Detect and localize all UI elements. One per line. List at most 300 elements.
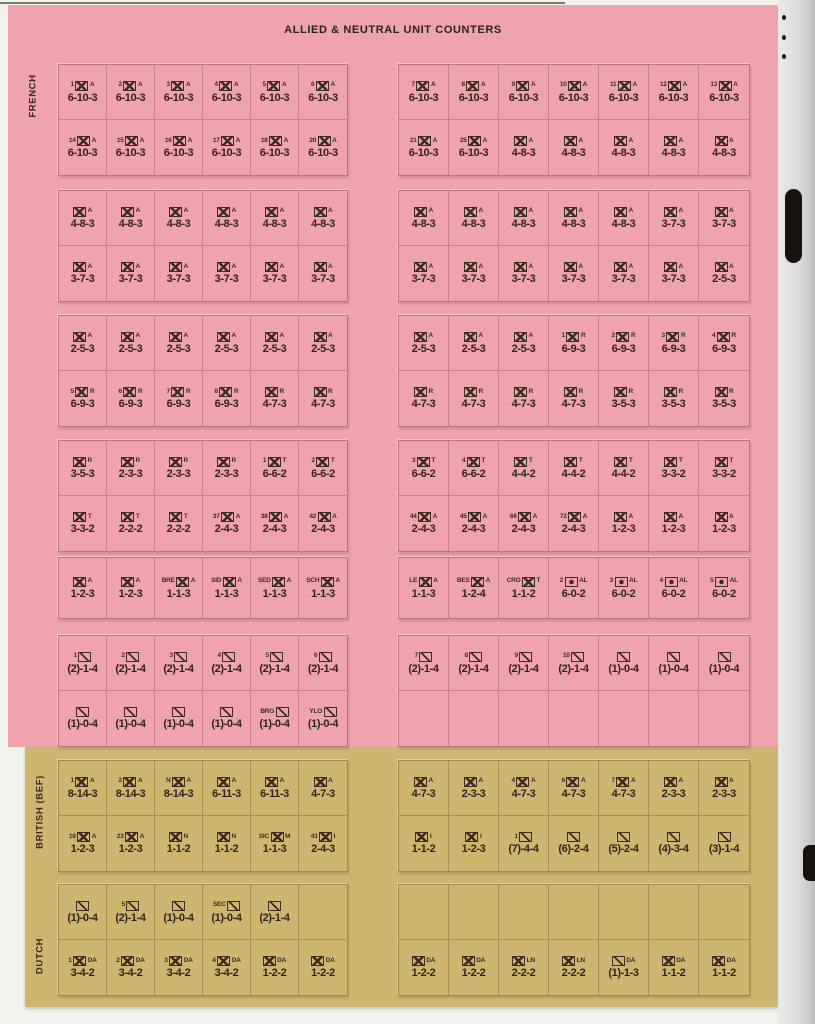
scan-speck — [782, 15, 786, 20]
counter-top-line — [314, 652, 332, 662]
unit-size-code: AL — [679, 577, 688, 585]
infantry-symbol-icon — [272, 577, 285, 587]
unit-id: 2 — [121, 652, 125, 660]
counter-top-line — [564, 262, 583, 272]
infantry-symbol-icon — [614, 207, 627, 217]
counter-block — [398, 557, 750, 619]
unit-size-code: A — [135, 207, 140, 215]
unit-id: 8 — [214, 387, 218, 395]
fortress-symbol-icon — [617, 652, 630, 662]
counter-top-line — [73, 207, 92, 217]
combat-values: 4-4-2 — [561, 467, 586, 480]
combat-values: 6-10-3 — [408, 91, 439, 104]
scan-top-edge-line — [0, 2, 565, 4]
counter-top-line — [119, 777, 143, 787]
combat-values: 1-1-3 — [262, 843, 287, 855]
infantry-symbol-icon — [568, 512, 581, 522]
unit-size-code: A — [183, 207, 188, 215]
counter-row — [399, 761, 749, 816]
french-band-1 — [58, 64, 750, 176]
unit-size-code: A — [231, 262, 236, 270]
fortress-symbol-icon — [126, 901, 139, 911]
unit-id: 7 — [411, 81, 415, 89]
combat-values: (1)-0-4 — [163, 718, 194, 730]
blank-counter — [449, 691, 499, 746]
fortress-symbol-icon — [76, 901, 89, 911]
counter-top-line — [662, 332, 686, 342]
infantry-symbol-icon — [715, 387, 728, 397]
counter-top-line — [121, 262, 140, 272]
infantry-symbol-icon — [121, 332, 134, 342]
counter-top-line — [215, 387, 239, 397]
unit-counter — [299, 496, 347, 551]
unit-counter — [449, 496, 499, 551]
blank-counter — [599, 885, 649, 940]
unit-counter — [549, 558, 599, 618]
counter-top-line — [172, 707, 185, 717]
unit-size-code: A — [528, 136, 533, 144]
infantry-symbol-icon — [514, 387, 527, 397]
unit-size-code: A — [578, 262, 583, 270]
unit-counter — [399, 940, 449, 995]
combat-values: 2-3-3 — [166, 467, 191, 480]
combat-values: 6-10-3 — [658, 91, 689, 104]
infantry-symbol-icon — [217, 956, 230, 966]
infantry-symbol-icon — [217, 332, 230, 342]
combat-values: 2-5-3 — [511, 342, 536, 355]
blank-counter — [549, 691, 599, 746]
unit-counter — [107, 885, 155, 940]
unit-counter — [203, 558, 251, 618]
unit-size-code: R — [528, 387, 533, 395]
infantry-symbol-icon — [121, 577, 134, 587]
infantry-symbol-icon — [176, 577, 189, 587]
unit-id: 2 — [559, 577, 564, 585]
combat-values: 2-3-3 — [214, 467, 239, 480]
combat-values: 4-8-3 — [561, 217, 586, 230]
combat-values: 2-5-3 — [70, 342, 95, 355]
infantry-symbol-icon — [666, 332, 679, 342]
infantry-symbol-icon — [712, 956, 725, 966]
unit-counter — [399, 496, 449, 551]
counter-top-line — [121, 207, 140, 217]
combat-values: 6-6-2 — [262, 467, 287, 480]
combat-values: 1-1-2 — [166, 843, 191, 855]
unit-counter — [699, 191, 749, 246]
counter-top-line — [69, 832, 96, 842]
counter-top-line — [564, 457, 582, 467]
infantry-symbol-icon — [614, 136, 627, 146]
infantry-symbol-icon — [217, 457, 230, 467]
unit-counter — [499, 441, 549, 496]
unit-size-code: A — [628, 136, 633, 144]
unit-counter — [299, 636, 347, 691]
combat-values: 1-1-2 — [661, 967, 686, 979]
unit-id: 4 — [511, 777, 515, 785]
infantry-symbol-icon — [316, 81, 329, 91]
unit-id: 42 — [309, 512, 317, 520]
unit-counter — [399, 816, 449, 871]
counter-top-line — [121, 457, 140, 467]
unit-id: 5 — [70, 387, 74, 395]
unit-counter — [203, 246, 251, 301]
counter-top-line — [610, 577, 638, 587]
combat-values: 6-10-3 — [211, 91, 242, 104]
unit-counter — [549, 636, 599, 691]
combat-values: 6-10-3 — [115, 147, 146, 159]
counter-top-line — [213, 901, 240, 911]
unit-counter — [499, 496, 549, 551]
combat-values: 3-3-2 — [661, 467, 686, 480]
unit-id: 9 — [514, 652, 518, 660]
combat-values: (1)-0-4 — [211, 718, 242, 730]
unit-size-code: A — [729, 207, 734, 215]
unit-counter — [203, 636, 251, 691]
unit-counter — [399, 191, 449, 246]
unit-size-code: DA — [135, 956, 145, 964]
unit-id: LE — [409, 577, 418, 585]
infantry-symbol-icon — [467, 457, 480, 467]
infantry-symbol-icon — [414, 777, 427, 787]
blank-counter — [699, 691, 749, 746]
combat-values: 4-8-3 — [262, 217, 287, 230]
fortress-symbol-icon — [172, 901, 185, 911]
unit-size-code: A — [578, 136, 583, 144]
unit-size-code: A — [231, 777, 236, 785]
infantry-symbol-icon — [121, 262, 134, 272]
counter-top-line — [213, 512, 240, 522]
unit-counter — [59, 940, 107, 995]
counter-top-line — [464, 262, 483, 272]
unit-size-code: R — [729, 387, 734, 395]
infantry-symbol-icon — [268, 457, 281, 467]
unit-size-code: A — [630, 777, 636, 785]
infantry-symbol-icon — [217, 262, 230, 272]
counter-block — [58, 440, 348, 552]
unit-counter — [599, 441, 649, 496]
unit-counter — [399, 65, 449, 120]
unit-counter — [59, 191, 107, 246]
unit-id: 25 — [459, 136, 467, 144]
counter-top-line — [512, 956, 535, 966]
infantry-symbol-icon — [271, 832, 284, 842]
unit-size-code: A — [682, 81, 688, 89]
unit-counter — [649, 636, 699, 691]
counter-top-line — [309, 512, 336, 522]
unit-size-code: T — [282, 457, 287, 465]
french-band-3 — [58, 315, 750, 427]
counter-top-line — [562, 777, 586, 787]
unit-size-code: R — [328, 387, 333, 395]
unit-counter — [155, 885, 203, 940]
unit-size-code: A — [432, 136, 438, 144]
combat-values: (1)-0-4 — [67, 911, 98, 924]
counter-block — [398, 760, 750, 872]
infantry-symbol-icon — [121, 956, 134, 966]
unit-counter — [59, 120, 107, 175]
infantry-symbol-icon — [514, 332, 527, 342]
infantry-symbol-icon — [662, 956, 675, 966]
unit-id: YLO — [309, 707, 323, 715]
unit-counter — [699, 940, 749, 995]
combat-values: 6-10-3 — [67, 147, 98, 159]
counter-top-line — [314, 387, 333, 397]
unit-size-code: DA — [87, 956, 97, 964]
unit-counter — [649, 65, 699, 120]
counter-top-line — [412, 956, 436, 966]
binder-clip-mark — [803, 845, 815, 881]
counter-top-line — [462, 81, 486, 91]
unit-counter — [155, 940, 203, 995]
unit-counter — [59, 691, 107, 746]
counter-top-line — [560, 512, 587, 522]
combat-values: 3-7-3 — [411, 273, 436, 285]
unit-size-code: R — [231, 457, 236, 465]
unit-counter — [107, 940, 155, 995]
unit-size-code: T — [628, 457, 633, 465]
counter-row — [59, 558, 347, 618]
unit-size-code: A — [428, 777, 433, 785]
french-band-2 — [58, 190, 750, 302]
fortress-symbol-icon — [667, 652, 680, 662]
counter-row — [399, 65, 749, 120]
counter-top-line — [664, 457, 682, 467]
counter-top-line — [614, 136, 633, 146]
unit-counter — [59, 441, 107, 496]
infantry-symbol-icon — [73, 457, 86, 467]
infantry-symbol-icon — [123, 777, 136, 787]
combat-values: 4-8-3 — [511, 217, 536, 230]
counter-top-line — [710, 81, 737, 91]
unit-counter — [251, 441, 299, 496]
french-band-5 — [58, 557, 750, 619]
unit-counter — [155, 191, 203, 246]
counter-top-line — [715, 512, 734, 522]
unit-size-code: A — [628, 262, 633, 270]
unit-size-code: I — [333, 832, 336, 840]
unit-counter — [599, 120, 649, 175]
counter-top-line — [567, 832, 580, 842]
fortress-symbol-icon — [571, 652, 584, 662]
unit-id: 8 — [464, 652, 468, 660]
unit-size-code: A — [135, 577, 140, 585]
unit-size-code: A — [187, 136, 193, 144]
unit-size-code: A — [89, 81, 95, 89]
unit-counter — [449, 761, 499, 816]
combat-values: 2-4-3 — [511, 523, 536, 535]
infantry-symbol-icon — [566, 777, 579, 787]
unit-counter — [107, 816, 155, 871]
unit-id: 1 — [262, 457, 267, 465]
infantry-symbol-icon — [462, 956, 475, 966]
unit-counter — [155, 316, 203, 371]
infantry-symbol-icon — [464, 262, 477, 272]
unit-counter — [155, 558, 203, 618]
infantry-symbol-icon — [471, 577, 484, 587]
unit-size-code: A — [729, 262, 734, 270]
unit-counter — [649, 246, 699, 301]
combat-values: 6-10-3 — [458, 147, 489, 159]
infantry-symbol-icon — [412, 956, 425, 966]
unit-counter — [299, 65, 347, 120]
counter-top-line — [614, 262, 633, 272]
counter-top-line — [614, 457, 632, 467]
unit-id: 2 — [611, 332, 615, 340]
counter-top-line — [514, 457, 532, 467]
unit-counter — [649, 441, 699, 496]
infantry-symbol-icon — [562, 956, 575, 966]
infantry-symbol-icon — [73, 332, 86, 342]
infantry-symbol-icon — [314, 777, 327, 787]
unit-id: 3 — [609, 577, 614, 585]
unit-size-code: A — [530, 777, 536, 785]
counter-top-line — [311, 81, 335, 91]
artillery-symbol-icon — [665, 577, 678, 587]
unit-counter — [699, 761, 749, 816]
counter-top-line — [122, 652, 140, 662]
counter-top-line — [563, 652, 584, 662]
unit-counter — [107, 441, 155, 496]
combat-values: 4-7-3 — [561, 787, 586, 800]
counter-top-line — [715, 777, 734, 787]
infantry-symbol-icon — [318, 136, 331, 146]
unit-id: 17 — [212, 136, 220, 144]
counter-top-line — [217, 207, 236, 217]
unit-counter — [599, 316, 649, 371]
infantry-symbol-icon — [219, 81, 232, 91]
unit-counter — [649, 558, 699, 618]
infantry-symbol-icon — [614, 387, 627, 397]
counter-row — [59, 371, 347, 426]
unit-size-code: DA — [231, 956, 241, 964]
counter-row — [399, 940, 749, 995]
combat-values: 1-2-3 — [70, 587, 95, 600]
combat-values: (2)-1-4 — [508, 662, 539, 675]
counter-row — [59, 120, 347, 175]
unit-size-code: A — [283, 512, 289, 520]
counter-top-line — [311, 457, 334, 467]
unit-id: 1 — [70, 777, 74, 785]
combat-values: (1)-0-4 — [307, 718, 339, 730]
combat-values: 1-1-2 — [712, 967, 736, 979]
combat-values: 1-1-2 — [511, 587, 536, 600]
unit-size-code: R — [680, 332, 686, 340]
unit-counter — [599, 636, 649, 691]
counter-top-line — [409, 577, 437, 587]
counter-top-line — [68, 956, 96, 966]
unit-id: 8 — [461, 81, 465, 89]
counter-block — [398, 315, 750, 427]
unit-counter — [499, 371, 549, 426]
unit-counter — [599, 761, 649, 816]
infantry-symbol-icon — [566, 332, 579, 342]
counter-top-line — [71, 81, 95, 91]
infantry-symbol-icon — [123, 81, 136, 91]
combat-values: (2)-1-4 — [259, 662, 290, 675]
unit-id: 23 — [116, 832, 124, 840]
combat-values: 3-3-2 — [712, 467, 736, 480]
combat-values: 3-7-3 — [661, 273, 686, 285]
counter-top-line — [465, 652, 483, 662]
combat-values: 1-1-3 — [411, 587, 436, 600]
infantry-symbol-icon — [77, 832, 90, 842]
unit-id: 5 — [710, 577, 714, 585]
unit-counter — [59, 65, 107, 120]
infantry-symbol-icon — [75, 387, 88, 397]
infantry-symbol-icon — [265, 387, 278, 397]
infantry-symbol-icon — [664, 262, 677, 272]
unit-counter — [549, 940, 599, 995]
unit-size-code: A — [480, 81, 486, 89]
unit-counter — [299, 371, 347, 426]
unit-counter — [499, 761, 549, 816]
combat-values: 4-8-3 — [461, 217, 486, 230]
unit-size-code: A — [580, 777, 586, 785]
counter-top-line — [314, 777, 333, 787]
infantry-symbol-icon — [75, 81, 88, 91]
infantry-symbol-icon — [564, 136, 577, 146]
combat-values: 3-7-3 — [262, 273, 287, 285]
counter-top-line — [215, 81, 239, 91]
blank-counter — [499, 691, 549, 746]
unit-counter — [449, 940, 499, 995]
counter-top-line — [309, 136, 336, 146]
infantry-symbol-icon — [516, 777, 529, 787]
infantry-symbol-icon — [664, 512, 677, 522]
counter-top-line — [462, 956, 486, 966]
unit-counter — [203, 496, 251, 551]
counter-top-line — [169, 457, 188, 467]
unit-counter — [549, 246, 599, 301]
unit-size-code: R — [135, 457, 140, 465]
counter-top-line — [514, 207, 533, 217]
combat-values: 2-5-3 — [118, 342, 143, 355]
counter-top-line — [667, 652, 680, 662]
unit-size-code: R — [233, 387, 239, 395]
counter-row — [399, 246, 749, 301]
unit-size-code: M — [285, 832, 291, 840]
fortress-symbol-icon — [324, 707, 337, 717]
unit-size-code: A — [286, 577, 292, 585]
unit-size-code: A — [678, 777, 683, 785]
combat-values: 4-7-3 — [311, 398, 335, 410]
counter-block — [58, 557, 348, 619]
combat-values: 3-7-3 — [611, 273, 636, 285]
unit-id: 3 — [166, 81, 170, 89]
counter-top-line — [462, 457, 485, 467]
unit-size-code: A — [281, 81, 287, 89]
unit-id: 11 — [610, 81, 617, 89]
unit-counter — [549, 371, 599, 426]
combat-values: (2)-1-4 — [408, 662, 439, 675]
combat-values: (5)-2-4 — [608, 843, 639, 855]
unit-counter — [107, 761, 155, 816]
counter-top-line — [710, 577, 738, 587]
unit-counter — [449, 441, 499, 496]
infantry-symbol-icon — [419, 577, 432, 587]
infantry-symbol-icon — [169, 262, 182, 272]
combat-values: 4-7-3 — [461, 398, 486, 410]
unit-size-code: A — [485, 577, 491, 585]
combat-values: 2-5-3 — [166, 342, 191, 355]
infantry-symbol-icon — [522, 577, 535, 587]
counter-top-line — [712, 332, 736, 342]
counter-top-line — [306, 577, 340, 587]
infantry-symbol-icon — [514, 207, 527, 217]
fortress-symbol-icon — [667, 832, 680, 842]
unit-size-code: A — [678, 262, 683, 270]
infantry-symbol-icon — [715, 136, 728, 146]
